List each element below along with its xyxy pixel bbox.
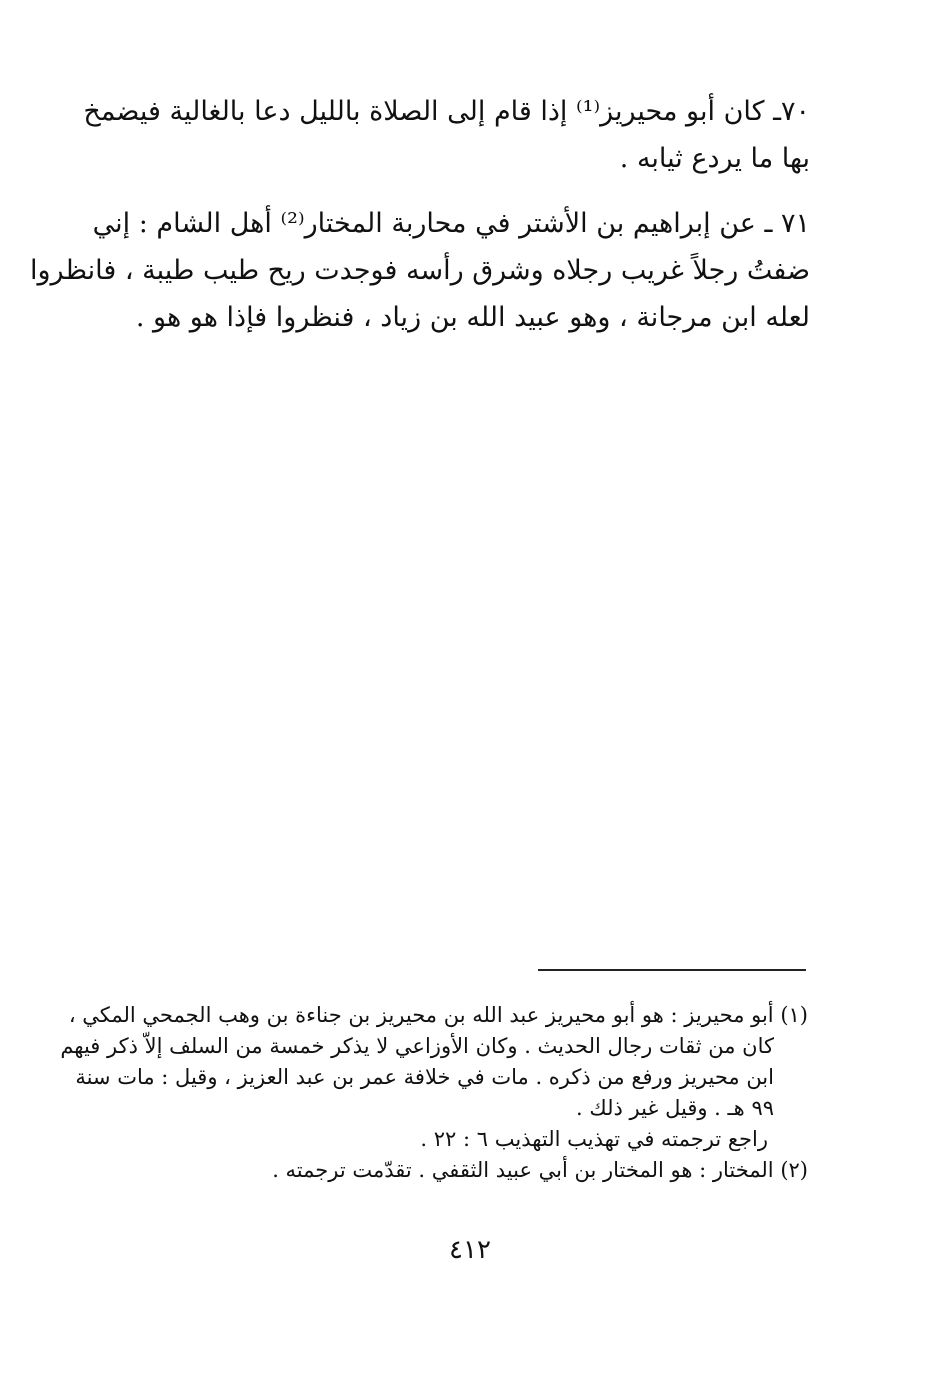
text-line: بها ما يردع ثيابه . bbox=[619, 143, 810, 174]
text-line: ٧٠ـ كان أبو محيريز⁽¹⁾ إذا قام إلى الصلاة بالليل دعا بالغالية فيضمخ bbox=[83, 96, 810, 127]
paragraph-71 bbox=[30, 200, 810, 341]
page-number: ٤١٢ bbox=[449, 1235, 491, 1265]
footnote-line: (١) أبو محيريز : هو أبو محيريز عبد الله بن محيريز بن جناءة بن وهب الجمحي المكي ، bbox=[68, 1003, 808, 1027]
text-line: ضفتُ رجلاً غريب رجلاه وشرق رأسه فوجدت ريح طيب طيبة ، فانظروا bbox=[30, 255, 810, 286]
text-line: ٧١ ـ عن إبراهيم بن الأشتر في محاربة المختار⁽²⁾ أهل الشام : إني bbox=[92, 208, 810, 239]
footnote-line: كان من ثقات رجال الحديث . وكان الأوزاعي لا يذكر خمسة من السلف إلاّ ذكر فيهم bbox=[60, 1034, 774, 1058]
footnote-divider bbox=[538, 969, 806, 971]
footnotes bbox=[60, 1000, 808, 1186]
footnote-line: راجع ترجمته في تهذيب التهذيب ٦ : ٢٢ . bbox=[420, 1127, 768, 1151]
footnote-line: ٩٩ هـ . وقيل غير ذلك . bbox=[576, 1096, 774, 1120]
text-line: لعله ابن مرجانة ، وهو عبيد الله بن زياد ، فنظروا فإذا هو هو . bbox=[135, 302, 810, 333]
footnote-line: (٢) المختار : هو المختار بن أبي عبيد الثقفي . تقدّمت ترجمته . bbox=[272, 1158, 808, 1182]
paragraph-70 bbox=[83, 88, 810, 182]
footnote-line: ابن محيريز ورفع من ذكره . مات في خلافة عمر بن عبد العزيز ، وقيل : مات سنة bbox=[75, 1065, 774, 1089]
main-text bbox=[30, 88, 810, 359]
